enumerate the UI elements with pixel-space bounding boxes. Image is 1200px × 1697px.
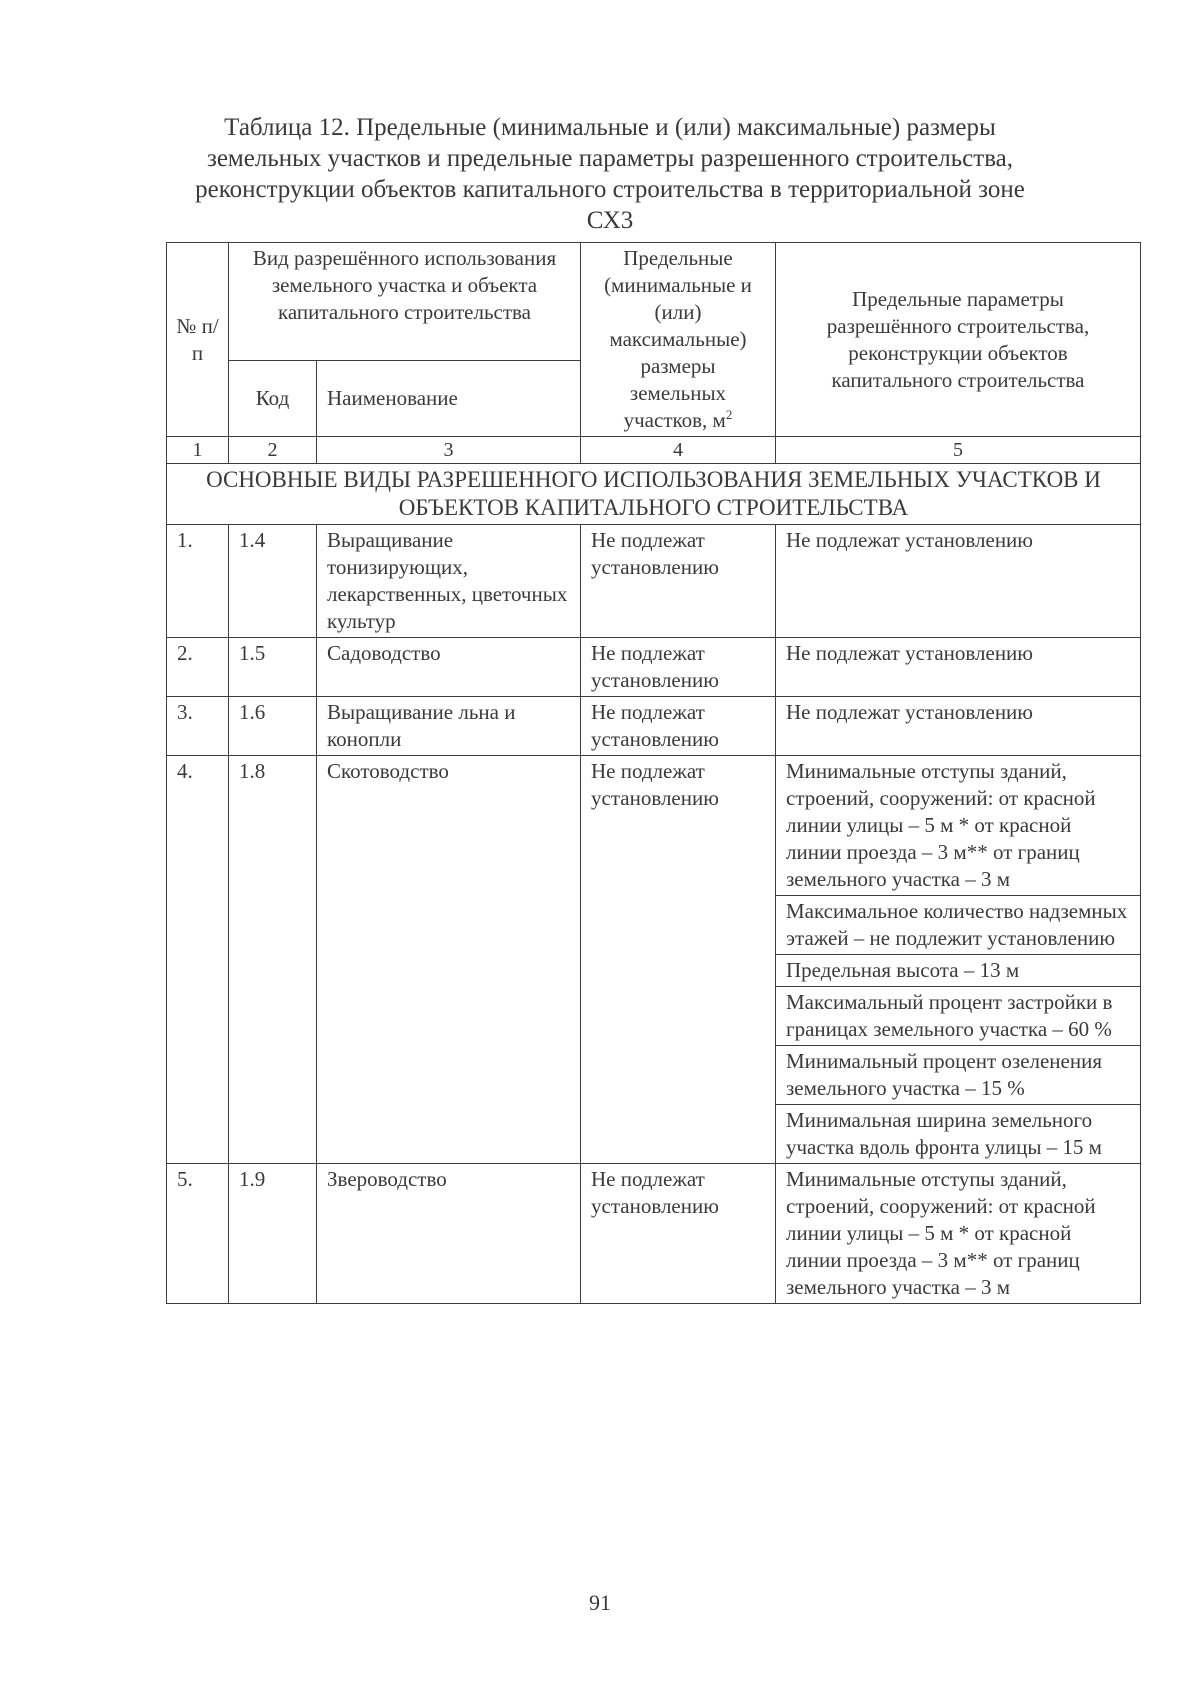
row-num: 4. bbox=[167, 756, 229, 1164]
column-number: 3 bbox=[317, 437, 581, 464]
row-params: Не подлежат установлению bbox=[776, 638, 1141, 697]
row-params: Не подлежат установлению bbox=[776, 525, 1141, 638]
row-name: Выращивание льна и конопли bbox=[317, 697, 581, 756]
param-item: Минимальные отступы зданий, строений, сооружений: от красной линии улицы – 5 м * от красной линии проезда – 3 м** от границ земельного участка – 3 м bbox=[776, 756, 1140, 896]
row-name: Выращивание тонизирующих, лекарственных, цветочных культур bbox=[317, 525, 581, 638]
regulations-table bbox=[166, 242, 1141, 1304]
row-num: 1. bbox=[167, 525, 229, 638]
row-num: 2. bbox=[167, 638, 229, 697]
row-size: Не подлежат установлению bbox=[581, 638, 776, 697]
param-item: Минимальная ширина земельного участка вдоль фронта улицы – 15 м bbox=[786, 1108, 1102, 1159]
header-vid: Вид разрешённого использования земельного участка и объекта капитального строительства bbox=[229, 243, 581, 361]
header-num: № п/п bbox=[167, 243, 229, 437]
header-params: Предельные параметры разрешённого строительства, реконструкции объектов капитального строительства bbox=[776, 243, 1141, 437]
row-size: Не подлежат установлению bbox=[581, 756, 776, 1164]
section-heading: ОСНОВНЫЕ ВИДЫ РАЗРЕШЕННОГО ИСПОЛЬЗОВАНИЯ ЗЕМЕЛЬНЫХ УЧАСТКОВ И ОБЪЕКТОВ КАПИТАЛЬНОГО СТРОИТЕЛЬСТВА bbox=[167, 464, 1141, 525]
row-code: 1.4 bbox=[229, 525, 317, 638]
table-row bbox=[167, 756, 1141, 1164]
page-number: 91 bbox=[589, 1590, 611, 1615]
table-title bbox=[160, 112, 1060, 236]
row-code: 1.9 bbox=[229, 1164, 317, 1304]
table-row bbox=[167, 638, 1141, 697]
param-item: Минимальный процент озеленения земельного участка – 15 % bbox=[776, 1046, 1140, 1105]
row-params: Не подлежат установлению bbox=[776, 697, 1141, 756]
column-number: 5 bbox=[776, 437, 1141, 464]
header-row bbox=[167, 243, 1141, 361]
title-line: СХ3 bbox=[586, 207, 634, 234]
row-params: Минимальные отступы зданий, строений, сооружений: от красной линии улицы – 5 м * от красной линии проезда – 3 м** от границ земельного участка – 3 м bbox=[776, 1164, 1141, 1304]
row-name: Скотоводство bbox=[317, 756, 581, 1164]
row-size: Не подлежат установлению bbox=[581, 525, 776, 638]
param-item: Максимальный процент застройки в границах земельного участка – 60 % bbox=[776, 987, 1140, 1046]
title-line: Таблица 12. Предельные (минимальные и (или) максимальные) размеры bbox=[224, 114, 996, 141]
section-row bbox=[167, 464, 1141, 525]
row-size: Не подлежат установлению bbox=[581, 1164, 776, 1304]
row-name: Садоводство bbox=[317, 638, 581, 697]
param-item: Максимальное количество надземных этажей – не подлежит установлению bbox=[776, 896, 1140, 955]
row-num: 3. bbox=[167, 697, 229, 756]
column-number: 2 bbox=[229, 437, 317, 464]
column-number: 4 bbox=[581, 437, 776, 464]
header-size-text: Предельные (минимальные и (или) максимальные) размеры земельных участков, м bbox=[604, 246, 752, 432]
row-code: 1.5 bbox=[229, 638, 317, 697]
header-size bbox=[581, 243, 776, 437]
header-name: Наименование bbox=[317, 361, 581, 437]
row-code: 1.6 bbox=[229, 697, 317, 756]
title-line: реконструкции объектов капитального строительства в территориальной зоне bbox=[195, 176, 1025, 203]
table-row bbox=[167, 525, 1141, 638]
header-size-sup: 2 bbox=[725, 407, 733, 422]
row-code: 1.8 bbox=[229, 756, 317, 1164]
row-size: Не подлежат установлению bbox=[581, 697, 776, 756]
column-number: 1 bbox=[167, 437, 229, 464]
param-item: Предельная высота – 13 м bbox=[776, 955, 1140, 987]
params-subtable bbox=[776, 756, 1140, 1163]
row-num: 5. bbox=[167, 1164, 229, 1304]
column-numbers-row bbox=[167, 437, 1141, 464]
row-params-list bbox=[776, 756, 1141, 1164]
header-code: Код bbox=[229, 361, 317, 437]
table-row bbox=[167, 1164, 1141, 1304]
row-name: Звероводство bbox=[317, 1164, 581, 1304]
table-row bbox=[167, 697, 1141, 756]
title-line: земельных участков и предельные параметры разрешенного строительства, bbox=[206, 145, 1014, 172]
